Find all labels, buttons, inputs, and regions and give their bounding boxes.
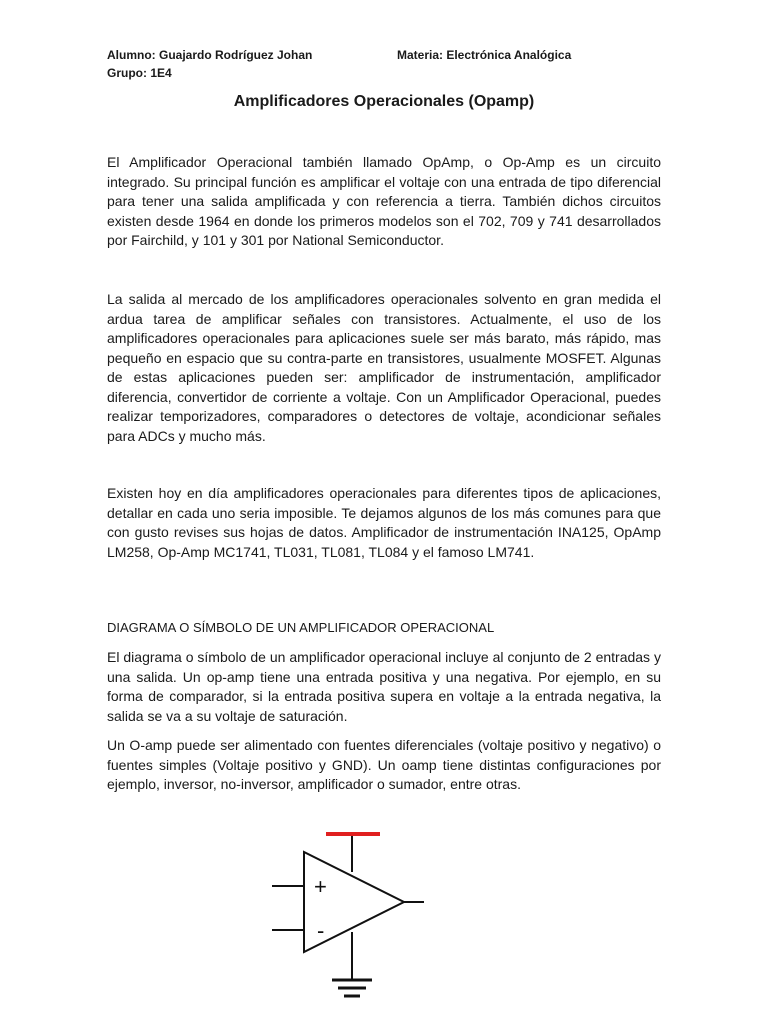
group-label: Grupo: 1E4 bbox=[107, 66, 172, 80]
subject-name: Materia: Electrónica Analógica bbox=[397, 48, 572, 62]
document-header bbox=[107, 46, 668, 82]
opamp-diagram bbox=[270, 828, 440, 1008]
header-row bbox=[107, 46, 668, 64]
paragraph-power: Un O-amp puede ser alimentado con fuentes diferenciales (voltaje positivo y negativo) o fuentes simples (Voltaje positivo y GND). Un oamp tiene distintas configuraciones por ejemplo, inversor, no-inversor, amplificador o sumador, entre otras. bbox=[107, 737, 661, 792]
section-heading: DIAGRAMA O SÍMBOLO DE UN AMPLIFICADOR OPERACIONAL bbox=[107, 620, 495, 635]
paragraph-market: La salida al mercado de los amplificadores operacionales solvento en gran medida el ardua tarea de amplificar señales con transistores. Actualmente, el uso de los amplificadores operacionales para aplicaciones suele ser más barato, más rápido, mas pequeño en espacio que su contra-parte en transistores, usualmente MOSFET. Algunas de estas aplicaciones pueden ser: amplificador de instrumentación, amplificador diferencia, convertidor de corriente a voltaje. Con un Amplificador Operacional, puedes realizar temporizadores, comparadores o detectores de voltaje, acondicionar señales para ADCs y mucho más. bbox=[107, 291, 661, 444]
document-title: Amplificadores Operacionales (Opamp) bbox=[233, 93, 535, 110]
paragraph-diagram: El diagrama o símbolo de un amplificador operacional incluye al conjunto de 2 entradas y una salida. Un op-amp tiene una entrada positiva y una negativa. Por ejemplo, en su forma de comparador, si la entrada positiva supera en voltaje a la entrada negativa, la salida se va a su voltaje de saturación. bbox=[107, 649, 661, 724]
minus-sign: - bbox=[317, 918, 325, 943]
paragraph-intro: El Amplificador Operacional también llamado OpAmp, o Op-Amp es un circuito integrado. Su principal función es amplificar el voltaje con una entrada de tipo diferencial para tener una salida amplificada y con referencia a tierra. También dichos circuitos existen desde 1964 en donde los primeros modelos son el 702, 709 y 741 desarrollados por Fairchild, y 101 y 301 por National Semiconductor. bbox=[107, 154, 661, 248]
plus-sign: + bbox=[314, 874, 327, 899]
paragraph-models: Existen hoy en día amplificadores operacionales para diferentes tipos de aplicaciones, detallar en cada uno seria imposible. Te dejamos algunos de los más comunes para que con gusto revises sus hojas de datos. Amplificador de instrumentación INA125, OpAmp LM258, Op-Amp MC1741, TL031, TL081, TL084 y el famoso LM741. bbox=[107, 485, 661, 560]
student-name: Alumno: Guajardo Rodríguez Johan bbox=[107, 48, 313, 62]
